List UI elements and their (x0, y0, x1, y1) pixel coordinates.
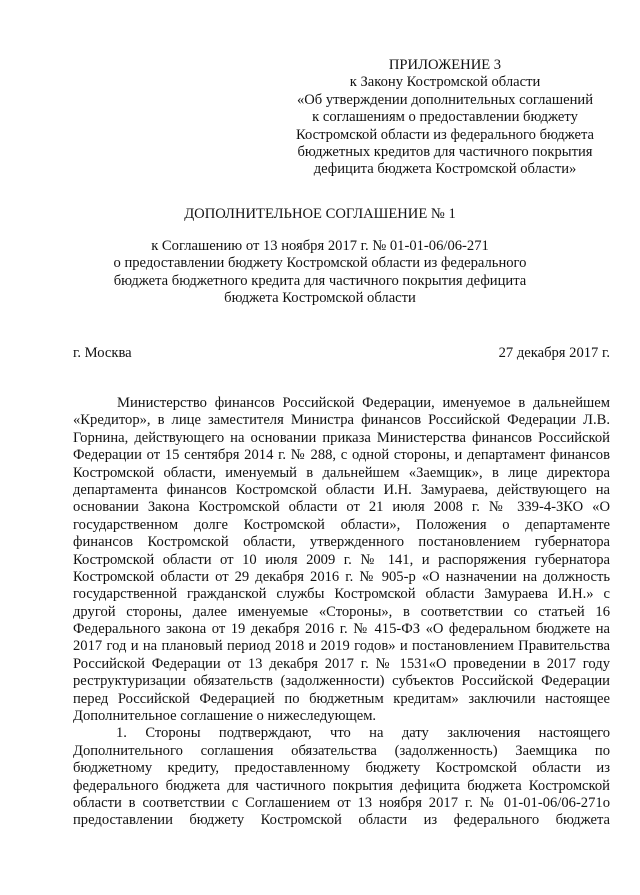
preamble-line: «Кредитор», в лице заместителя Министра финансов Российской Федерации Л.В. (73, 412, 610, 429)
document-title: ДОПОЛНИТЕЛЬНОЕ СОГЛАШЕНИЕ № 1 (184, 206, 456, 222)
agreement-body (73, 395, 610, 830)
clause-1-line: федерального бюджета для частичного покрытия дефицита бюджета Костромской (73, 777, 610, 794)
clause-1-line: предоставлении бюджету Костромской области из федерального бюджета (73, 812, 610, 829)
preamble-line: Федерации от 15 сентября 2014 г. № 288, с одной стороны, и департамент финансов (73, 447, 610, 464)
subtitle-line: бюджета Костромской области (224, 290, 416, 307)
appendix-line: ПРИЛОЖЕНИЕ 3 (388, 57, 502, 73)
preamble-line: 2017 год и на плановый период 2018 и 2019 годов» и постановлением Правительства (73, 638, 610, 655)
preamble-line: государственной гражданской службы Костромской области Замураева И.Н.» с (73, 586, 610, 603)
appendix-line: бюджетных кредитов для частичного покрытия (297, 144, 593, 161)
subtitle-line: о предоставлении бюджету Костромской области из федерального (113, 255, 527, 272)
preamble-line: Российской Федерации от 13 декабря 2017 г. № 1531«О проведении в 2017 году (73, 655, 610, 672)
signing-date: 27 декабря 2017 г. (498, 345, 610, 361)
preamble-line: Костромской области от 29 декабря 2016 г. № 905-р «О назначении на должность (73, 568, 610, 585)
document-subtitle (110, 238, 530, 308)
preamble-line: реструктуризации обязательств (задолженности) субъектов Российской Федерации (73, 673, 610, 690)
preamble-line: Костромской области, именуемый в дальнейшем «Заемщик», в лице директора (73, 464, 610, 481)
appendix-line: Костромской области из федерального бюджета (295, 126, 595, 143)
preamble-line: Горнина, действующего на основании приказа Министерства финансов Российской (73, 429, 610, 446)
preamble-line: основании Закона Костромской области от 21 июля 2008 г. № 339-4-ЗКО «О (73, 499, 610, 516)
preamble-line: Министерство финансов Российской Федерации, именуемое в дальнейшем (117, 395, 610, 411)
preamble-line: перед Российской Федерацией по бюджетным кредитам» заключили настоящее (73, 690, 610, 707)
clause-1-line: Дополнительного соглашения обязательства (задолженность) Заемщика по (73, 742, 610, 759)
preamble-line: департамента финансов Костромской области И.Н. Замураева, действующего на (73, 481, 610, 498)
appendix-header (285, 57, 605, 179)
preamble-line: Федерального закона от 19 декабря 2016 г. № 415-ФЗ «О федеральном бюджете на (73, 621, 610, 638)
appendix-line: «Об утверждении дополнительных соглашений (296, 91, 594, 108)
preamble-line: финансов Костромской области, утвержденного постановлением губернатора (73, 534, 610, 551)
signing-place: г. Москва (73, 345, 132, 361)
preamble-line: государственном долге Костромской области», Положения о департаменте (73, 516, 610, 533)
preamble-line: другой стороны, далее именуемые «Стороны», в соответствии со статьей 16 (73, 603, 610, 620)
subtitle-line: бюджета бюджетного кредита для частичного покрытия дефицита (113, 272, 527, 289)
clause-1-line: 1. Стороны подтверждают, что на дату заключения настоящего (116, 725, 610, 742)
appendix-line: к соглашениям о предоставлении бюджету (312, 109, 578, 126)
appendix-line: к Закону Костромской области (349, 74, 541, 91)
clause-1-line: бюджетному кредиту, предоставленному бюджету Костромской области из (73, 760, 610, 777)
appendix-line: дефицита бюджета Костромской области» (313, 161, 577, 178)
subtitle-line: к Соглашению от 13 ноября 2017 г. № 01-01-06/06-271 (151, 238, 489, 254)
preamble-line: Дополнительное соглашение о нижеследующем. (73, 708, 377, 725)
clause-1-line: области в соответствии с Соглашением от 13 ноября 2017 г. № 01-01-06/06-271о (73, 794, 610, 811)
preamble-line: Костромской области от 10 июля 2009 г. № 141, и распоряжения губернатора (73, 551, 610, 568)
